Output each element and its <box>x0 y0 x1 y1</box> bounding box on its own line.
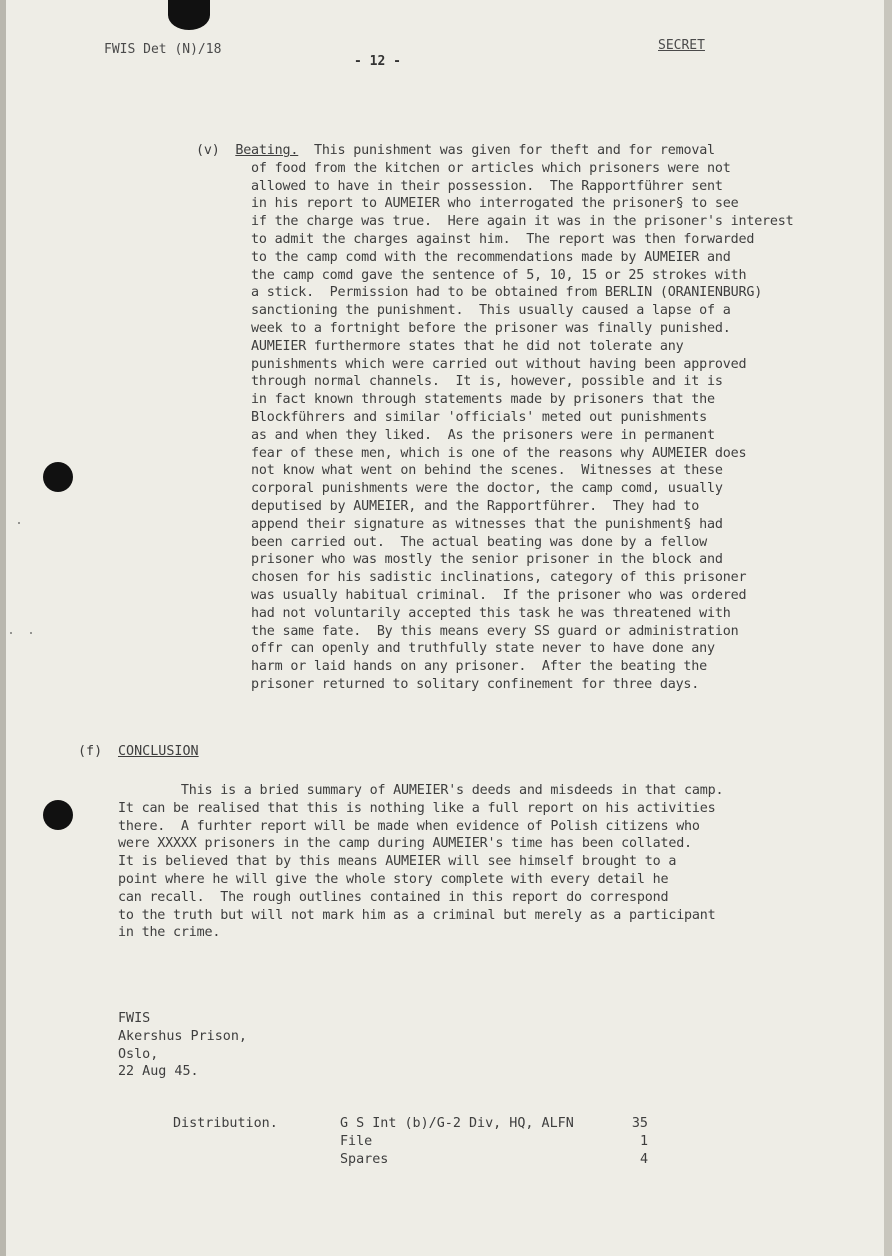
distribution-label: Distribution. <box>173 1116 278 1131</box>
paragraph-line: if the charge was true. Here again it was in the prisoner's interest <box>196 214 794 230</box>
distribution-row <box>340 1116 648 1131</box>
paragraph-line: point where he will give the whole story complete with every detail he <box>118 871 669 887</box>
distribution-recipient: G S Int (b)/G-2 Div, HQ, ALFN <box>340 1116 574 1131</box>
distribution-row <box>340 1152 648 1167</box>
paragraph-line: chosen for his sadistic inclinations, category of this prisoner <box>196 570 747 586</box>
section-marker: (f) <box>78 744 103 759</box>
section-title: CONCLUSION <box>118 744 199 759</box>
paragraph-line: AUMEIER furthermore states that he did not tolerate any <box>196 338 684 354</box>
section-marker: (v) <box>196 143 220 158</box>
signature-place: Akershus Prison, <box>118 1028 247 1044</box>
speck <box>30 632 32 634</box>
paragraph-line: corporal punishments were the doctor, the camp comd, usually <box>196 481 723 497</box>
paragraph-line: This is a bried summary of AUMEIER's deeds and misdeeds in that camp. <box>118 783 724 798</box>
paragraph-line: fear of these men, which is one of the reasons why AUMEIER does <box>196 445 747 461</box>
page-number: - 12 - <box>354 54 401 69</box>
page-edge-right <box>884 0 892 1256</box>
paragraph-line: to admit the charges against him. The report was then forwarded <box>196 231 755 247</box>
paragraph-line: not know what went on behind the scenes. Witnesses at these <box>196 463 723 479</box>
paragraph-line: can recall. The rough outlines contained in this report do correspond <box>118 889 669 905</box>
punch-hole-upper <box>43 462 73 492</box>
paragraph-line: the same fate. By this means every SS guard or administration <box>196 623 739 639</box>
paragraph-line: It is believed that by this means AUMEIER will see himself brought to a <box>118 854 677 870</box>
paragraph-line: to the truth but will not mark him as a criminal but merely as a participant <box>118 907 716 923</box>
document-reference: FWIS Det (N)/18 <box>104 42 222 57</box>
paragraph-line: a stick. Permission had to be obtained from BERLIN (ORANIENBURG) <box>196 285 763 301</box>
paragraph-line: offr can openly and truthfully state never to have done any <box>196 641 715 657</box>
page-edge-left <box>0 0 6 1256</box>
paragraph-line: sanctioning the punishment. This usually caused a lapse of a <box>196 303 731 319</box>
distribution-count: 35 <box>631 1116 648 1131</box>
signature-block <box>118 1010 247 1081</box>
paragraph-line: punishments which were carried out without having been approved <box>196 356 747 372</box>
paragraph-line: were XXXXX prisoners in the camp during AUMEIER's time has been collated. <box>118 836 692 852</box>
beating-paragraph <box>196 161 794 692</box>
signature-date: 22 Aug 45. <box>118 1064 199 1080</box>
paragraph-line: to the camp comd with the recommendations made by AUMEIER and <box>196 249 731 265</box>
paragraph-line: been carried out. The actual beating was done by a fellow <box>196 534 708 550</box>
paragraph-line: of food from the kitchen or articles which prisoners were not <box>196 160 731 176</box>
paragraph-line: in his report to AUMEIER who interrogated the prisoner§ to see <box>196 196 739 212</box>
paragraph-line: was usually habitual criminal. If the prisoner who was ordered <box>196 587 747 603</box>
classification-marking: SECRET <box>658 38 705 53</box>
paragraph-line: This punishment was given for theft and for removal <box>298 143 715 158</box>
beating-section <box>196 142 794 694</box>
signature-unit: FWIS <box>118 1011 151 1026</box>
paragraph-line: had not voluntarily accepted this task he was threatened with <box>196 605 731 621</box>
distribution-count: 4 <box>639 1152 648 1167</box>
paragraph-line: in the crime. <box>118 925 221 941</box>
distribution-count: 1 <box>639 1134 648 1149</box>
paragraph-line: append their signature as witnesses that the punishment§ had <box>196 516 723 532</box>
paragraph-line: week to a fortnight before the prisoner was finally punished. <box>196 320 731 336</box>
speck <box>18 522 20 524</box>
ink-blot <box>168 0 210 30</box>
distribution-recipient: File <box>340 1134 373 1149</box>
paragraph-line: prisoner who was mostly the senior prisoner in the block and <box>196 552 723 568</box>
distribution-recipient: Spares <box>340 1152 389 1167</box>
conclusion-paragraph <box>118 782 723 942</box>
paragraph-line: as and when they liked. As the prisoners were in permanent <box>196 427 715 443</box>
paragraph-line: prisoner returned to solitary confinement for three days. <box>196 676 700 692</box>
punch-hole-lower <box>43 800 73 830</box>
distribution-row <box>340 1134 648 1149</box>
signature-city: Oslo, <box>118 1046 159 1062</box>
section-title: Beating. <box>235 143 299 158</box>
paragraph-line: Blockführers and similar 'officials' meted out punishments <box>196 409 708 425</box>
paragraph-line: in fact known through statements made by prisoners that the <box>196 392 715 408</box>
paragraph-line: through normal channels. It is, however, possible and it is <box>196 374 723 390</box>
paragraph-line: there. A furhter report will be made when evidence of Polish citizens who <box>118 818 700 834</box>
paragraph-line: It can be realised that this is nothing like a full report on his activities <box>118 800 716 816</box>
paragraph-line: the camp comd gave the sentence of 5, 10, 15 or 25 strokes with <box>196 267 747 283</box>
paragraph-line: deputised by AUMEIER, and the Rapportführer. They had to <box>196 498 700 514</box>
paragraph-line: allowed to have in their possession. The Rapportführer sent <box>196 178 723 194</box>
speck <box>10 632 12 634</box>
paragraph-line: harm or laid hands on any prisoner. After the beating the <box>196 659 708 675</box>
